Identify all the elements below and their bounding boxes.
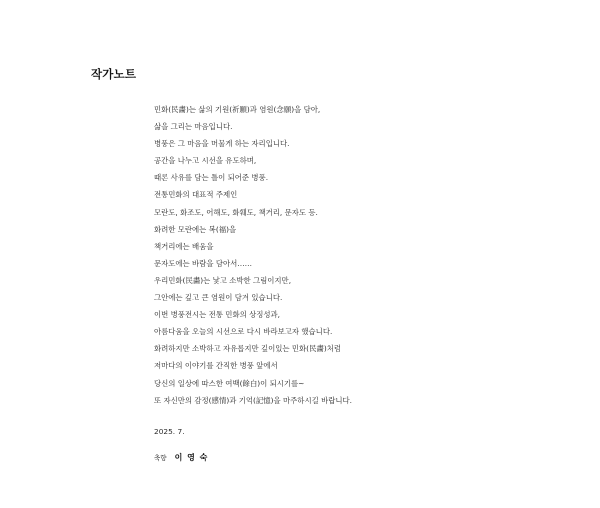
note-line: 아름다움을 오늘의 시선으로 다시 바라보고자 했습니다. [154,327,333,337]
note-line: 저마다의 이야기를 간직한 병풍 앞에서 [154,361,278,371]
note-line: 모란도, 화조도, 어해도, 화훼도, 책거리, 문자도 등. [154,207,318,217]
note-line: 이번 병풍전시는 전통 민화의 상징성과, [154,310,280,320]
note-line: 그안에는 깊고 큰 염원이 담겨 있습니다. [154,293,283,303]
note-line: 삶을 그리는 마음입니다. [154,122,233,132]
note-line: 책거리에는 배움을 [154,241,214,251]
note-line: 때론 사유를 담는 틀이 되어준 병풍. [154,173,269,183]
note-line: 화려하지만 소박하고 자유롭지만 깊이있는 민화(民畵)처럼 [154,344,342,354]
author-name: 이 영 숙 [174,453,209,462]
note-line: 우리민화(民畵)는 낯고 소박한 그림이지만, [154,275,292,285]
author-signature [154,445,208,464]
note-line: 민화(民畵)는 삶의 기원(祈願)과 염원(念願)을 담아, [154,105,321,114]
note-line: 공간을 나누고 시선을 유도하며, [154,156,257,166]
note-line: 화려한 모란에는 복(福)을 [154,224,237,234]
note-body [154,101,352,409]
note-line: 전통민화의 대표적 주제인 [154,190,238,200]
note-line: 병풍은 그 마음을 머물게 하는 자리입니다. [154,139,290,149]
note-line: 또 자신만의 감정(感情)과 기억(記憶)을 마주하시길 바랍니다. [154,395,352,405]
note-line: 문자도에는 바람을 담아서…… [154,258,253,268]
page-title: 작가노트 [91,67,137,81]
note-line: 당신의 일상에 따스한 여백(餘白)이 되시기를~ [154,378,305,388]
note-date: 2025. 7. [154,427,185,436]
signature-prefix: 축향 [154,454,167,462]
